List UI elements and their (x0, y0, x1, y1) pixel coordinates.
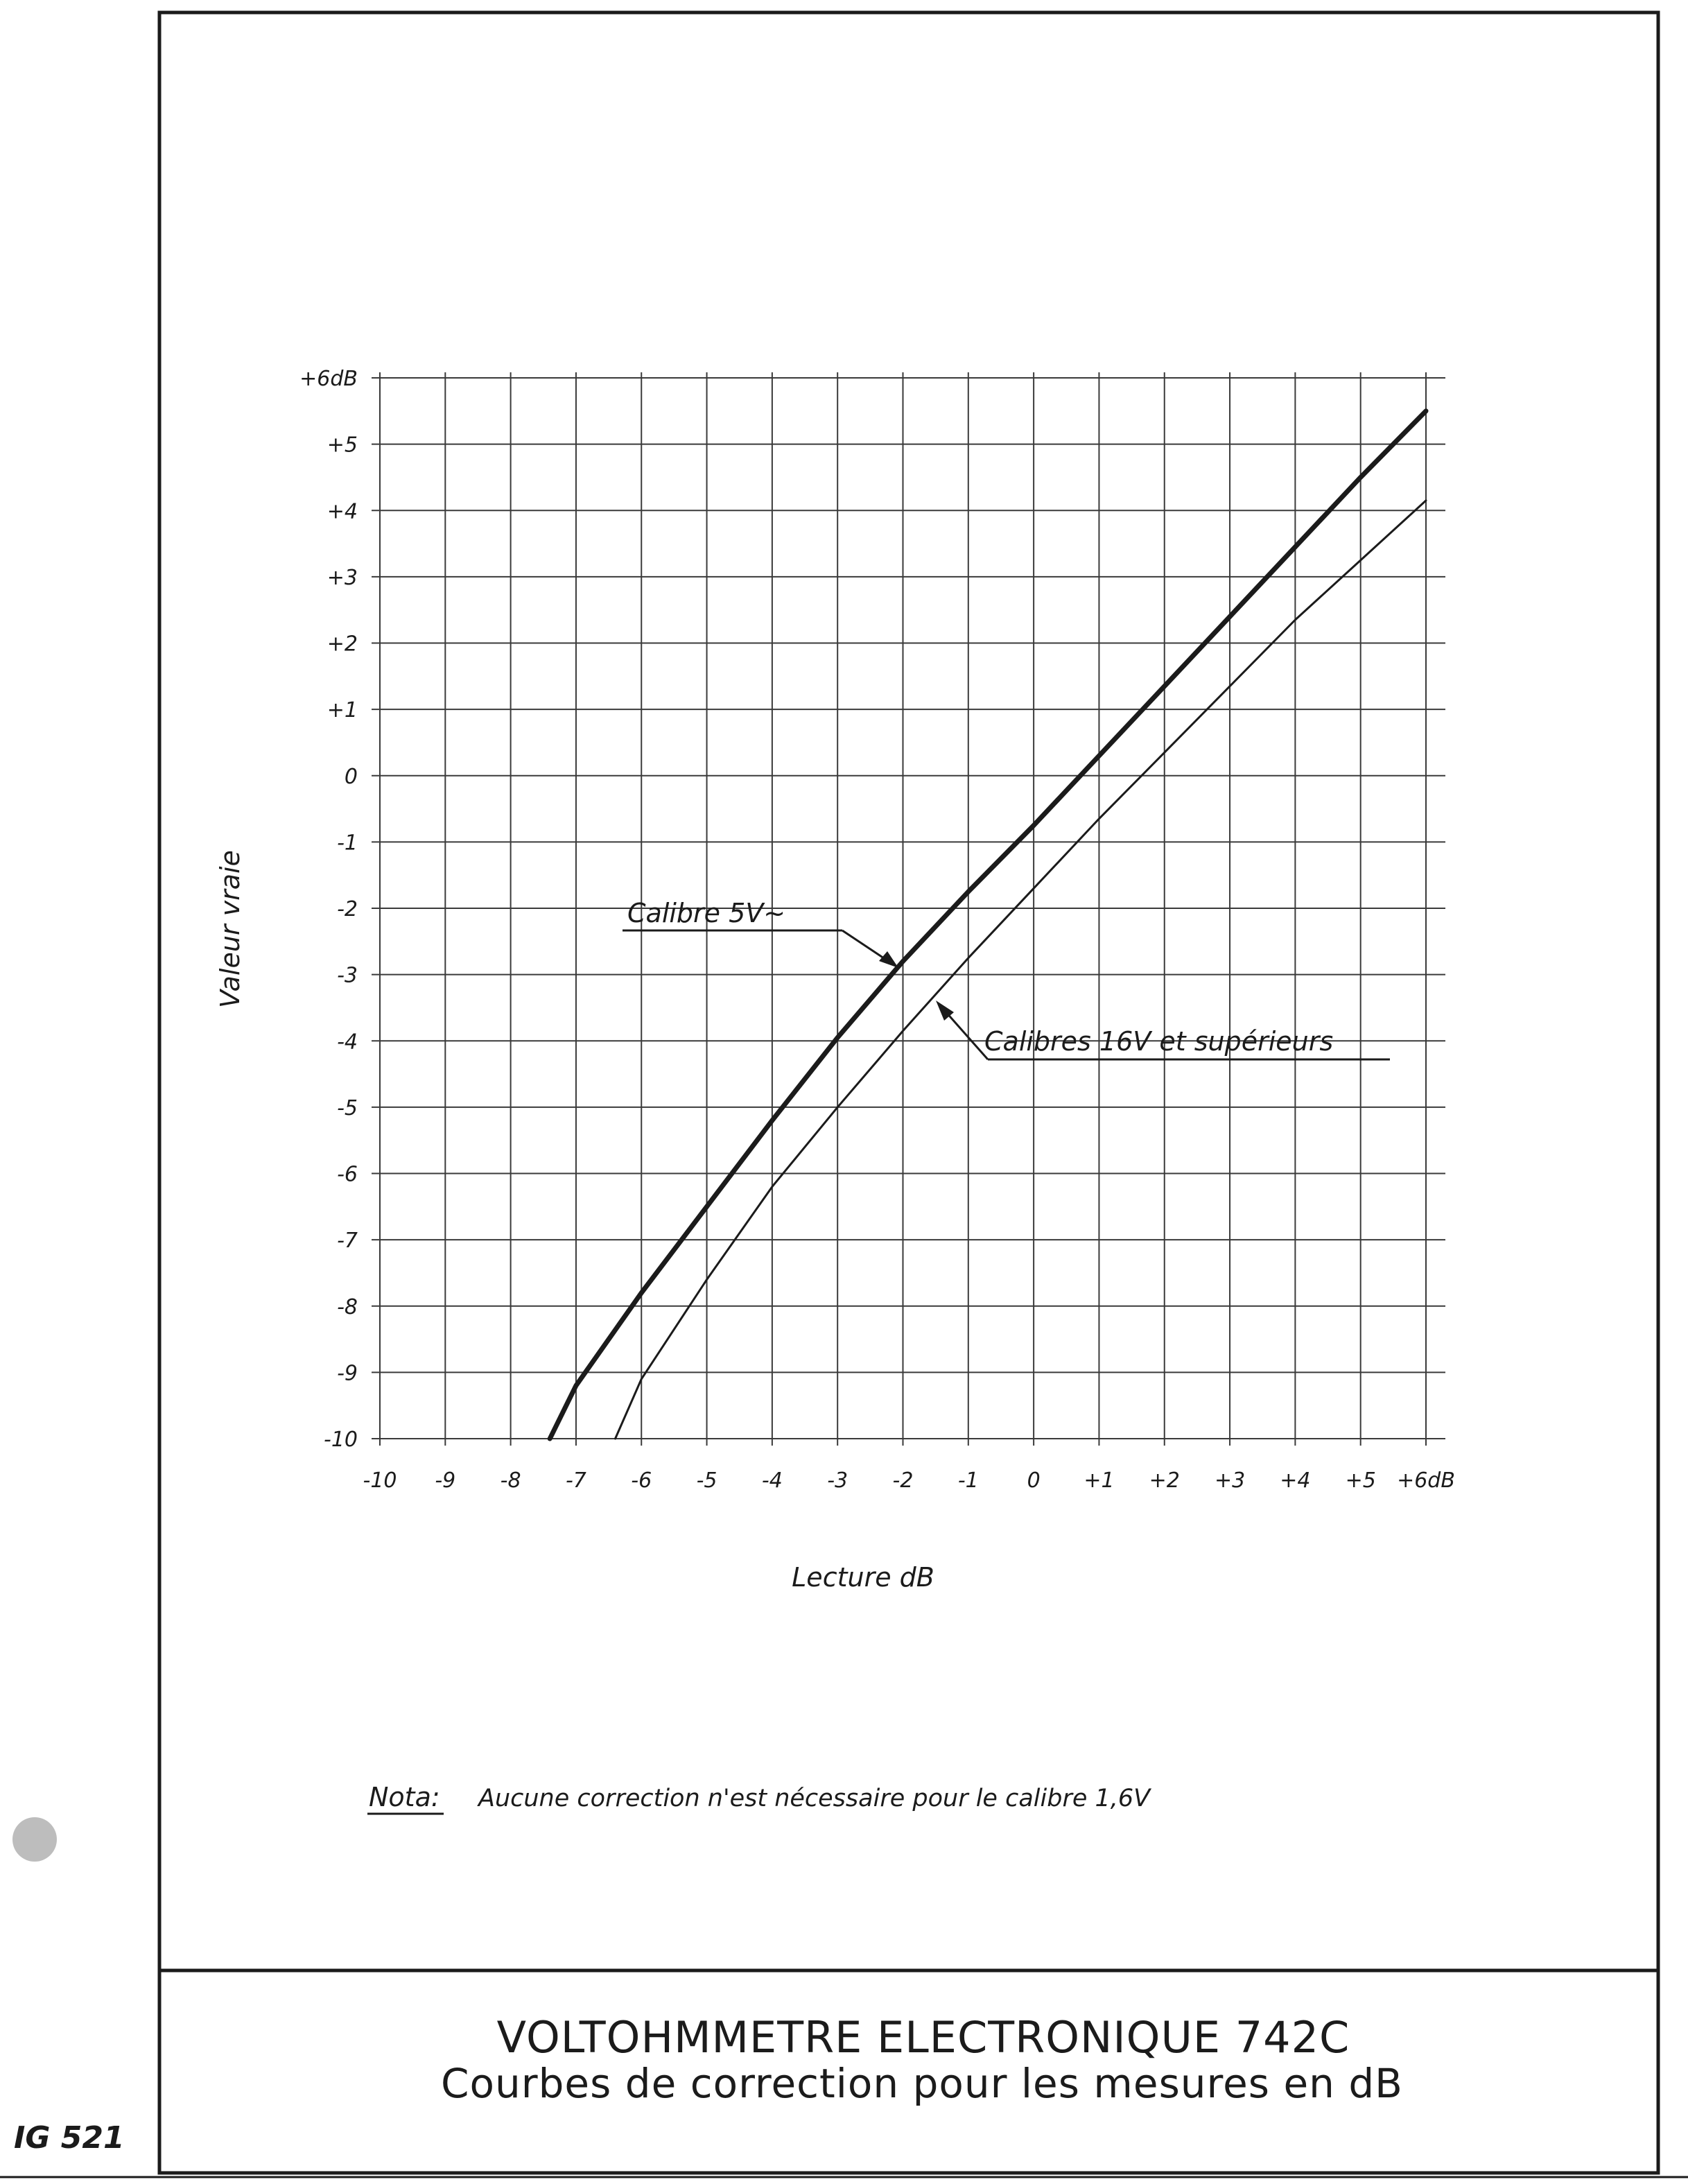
y-tick-label: -3 (337, 963, 358, 988)
x-tick-label: +5 (1345, 1468, 1376, 1493)
legend-label-calibre-5v: Calibre 5V~ (627, 898, 786, 928)
x-tick-labels (363, 1468, 1455, 1493)
note-text: Aucune correction n'est nécessaire pour le calibre 1,6V (478, 1785, 1151, 1812)
x-tick-label: +6dB (1397, 1468, 1455, 1493)
x-tick-label: -7 (565, 1468, 586, 1493)
y-tick-label: +2 (327, 632, 358, 657)
x-tick-label: +2 (1149, 1468, 1180, 1493)
x-tick-label: -8 (500, 1468, 521, 1493)
x-tick-label: +1 (1084, 1468, 1115, 1493)
y-tick-label: +1 (327, 698, 358, 723)
y-tick-label: -4 (337, 1030, 358, 1055)
x-tick-label: -3 (827, 1468, 849, 1493)
x-tick-label: -4 (761, 1468, 783, 1493)
y-tick-label: -1 (337, 831, 358, 856)
y-tick-labels (299, 367, 358, 1452)
document-subtitle: Courbes de correction pour les mesures en dB (441, 2060, 1403, 2107)
y-tick-label: 0 (344, 764, 358, 789)
y-tick-label: +6dB (299, 367, 358, 391)
note (367, 1782, 1151, 1814)
chart-grid (372, 372, 1445, 1446)
y-tick-label: -5 (337, 1095, 358, 1120)
x-tick-label: -5 (696, 1468, 717, 1493)
y-tick-label: -6 (337, 1162, 358, 1187)
punch-hole-mark (12, 1817, 57, 1862)
y-tick-label: +3 (327, 565, 358, 590)
series-line-calibres-16v (616, 501, 1427, 1439)
x-tick-label: -10 (363, 1468, 397, 1493)
y-tick-label: -8 (337, 1294, 358, 1319)
document-title: VOLTOHMMETRE ELECTRONIQUE 742C (496, 2012, 1350, 2063)
x-axis-label: Lecture dB (792, 1562, 934, 1593)
y-tick-label: -2 (337, 897, 358, 921)
annotation-calibres-16v (936, 1000, 1390, 1059)
y-tick-label: -7 (337, 1229, 358, 1254)
x-tick-label: -9 (435, 1468, 456, 1493)
note-label: Nota: (369, 1782, 440, 1812)
x-tick-label: -1 (957, 1468, 979, 1493)
correction-chart (215, 367, 1455, 1593)
legend-label-calibres-16v: Calibres 16V et supérieurs (984, 1026, 1334, 1057)
y-axis-label: Valeur vraie (215, 850, 245, 1008)
x-tick-label: 0 (1027, 1468, 1041, 1493)
document-code: IG 521 (14, 2120, 125, 2156)
y-tick-label: +5 (327, 433, 358, 458)
sheet-border (159, 12, 1658, 2173)
y-tick-label: -10 (324, 1428, 358, 1452)
x-tick-label: +3 (1214, 1468, 1246, 1493)
y-tick-label: -9 (337, 1361, 358, 1386)
arrowhead-calibre-5v (879, 951, 898, 968)
y-tick-label: +4 (327, 499, 358, 524)
x-tick-label: +4 (1280, 1468, 1311, 1493)
x-tick-label: -6 (631, 1468, 652, 1493)
x-tick-label: -2 (892, 1468, 914, 1493)
